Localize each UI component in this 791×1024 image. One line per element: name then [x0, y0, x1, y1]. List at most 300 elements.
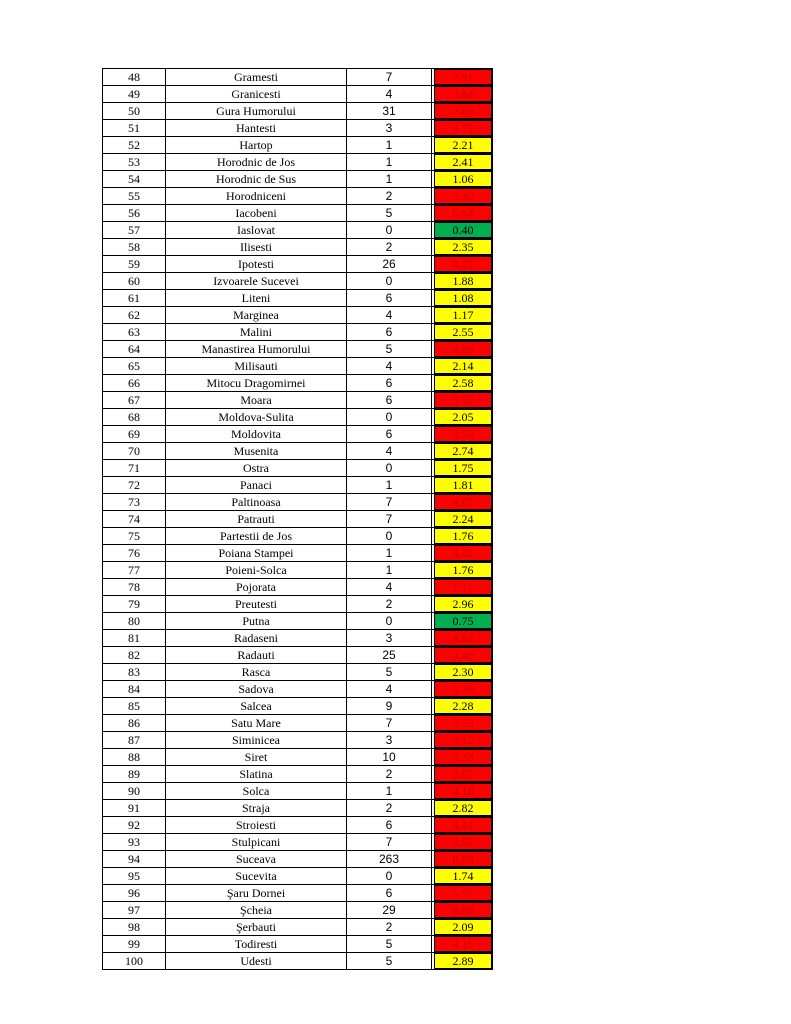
table-row [103, 613, 493, 630]
incidence-rate-cell [432, 273, 493, 290]
row-number-cell: 80 [103, 613, 166, 630]
table-row [103, 188, 493, 205]
row-number-cell: 85 [103, 698, 166, 715]
incidence-rate-value: 3.84 [434, 86, 492, 102]
locality-name-cell: Slatina [166, 766, 347, 783]
row-number-cell: 91 [103, 800, 166, 817]
locality-name-cell: Todiresti [166, 936, 347, 953]
table-row [103, 851, 493, 868]
table-row [103, 817, 493, 834]
table-row [103, 273, 493, 290]
incidence-rate-value: 4.93 [434, 630, 492, 646]
incidence-rate-cell [432, 426, 493, 443]
incidence-rate-cell [432, 732, 493, 749]
incidence-rate-value: 2.74 [434, 443, 492, 459]
locality-name-cell: Marginea [166, 307, 347, 324]
locality-name-cell: Musenita [166, 443, 347, 460]
incidence-rate-cell [432, 817, 493, 834]
incidence-rate-cell [432, 579, 493, 596]
locality-name-cell: Siminicea [166, 732, 347, 749]
case-count-cell: 0 [347, 868, 432, 885]
incidence-rate-cell [432, 902, 493, 919]
incidence-rate-value: 4.07 [434, 494, 492, 510]
incidence-rate-value: 3.67 [434, 834, 492, 850]
locality-name-cell: Manastirea Humorului [166, 341, 347, 358]
incidence-rate-value: 8.09 [434, 851, 492, 867]
incidence-rate-value: 4.12 [434, 732, 492, 748]
case-count-cell: 0 [347, 409, 432, 426]
incidence-rate-cell [432, 69, 493, 86]
incidence-rate-cell [432, 103, 493, 120]
table-row [103, 171, 493, 188]
incidence-rate-cell [432, 885, 493, 902]
table-row [103, 834, 493, 851]
case-count-cell: 2 [347, 596, 432, 613]
table-row [103, 154, 493, 171]
row-number-cell: 60 [103, 273, 166, 290]
table-row [103, 205, 493, 222]
incidence-rate-cell [432, 936, 493, 953]
case-count-cell: 4 [347, 443, 432, 460]
incidence-rate-cell [432, 392, 493, 409]
incidence-rate-cell [432, 443, 493, 460]
table-row [103, 341, 493, 358]
incidence-rate-value: 4.18 [434, 783, 492, 799]
table-row [103, 868, 493, 885]
table-row [103, 511, 493, 528]
case-count-cell: 2 [347, 188, 432, 205]
incidence-rate-cell [432, 460, 493, 477]
case-count-cell: 1 [347, 154, 432, 171]
incidence-rate-cell [432, 239, 493, 256]
incidence-rate-value: 0.40 [434, 222, 492, 238]
incidence-rate-cell [432, 324, 493, 341]
locality-name-cell: Solca [166, 783, 347, 800]
locality-name-cell: Radauti [166, 647, 347, 664]
case-count-cell: 5 [347, 953, 432, 970]
row-number-cell: 100 [103, 953, 166, 970]
incidence-rate-cell [432, 630, 493, 647]
locality-name-cell: Panaci [166, 477, 347, 494]
row-number-cell: 87 [103, 732, 166, 749]
incidence-rate-value: 7.11 [434, 579, 492, 595]
row-number-cell: 89 [103, 766, 166, 783]
table-row [103, 953, 493, 970]
case-count-cell: 5 [347, 341, 432, 358]
incidence-rate-value: 3.40 [434, 188, 492, 204]
locality-name-cell: Horodniceni [166, 188, 347, 205]
table-row [103, 86, 493, 103]
locality-name-cell: Putna [166, 613, 347, 630]
incidence-rate-value: 4.49 [434, 647, 492, 663]
locality-name-cell: Iaslovat [166, 222, 347, 239]
row-number-cell: 53 [103, 154, 166, 171]
incidence-rate-value: 1.76 [434, 562, 492, 578]
locality-name-cell: Sadova [166, 681, 347, 698]
incidence-rate-value: 2.55 [434, 324, 492, 340]
case-count-cell: 7 [347, 511, 432, 528]
case-count-cell: 7 [347, 69, 432, 86]
incidence-rate-cell [432, 953, 493, 970]
incidence-rate-value: 4.15 [434, 936, 492, 952]
row-number-cell: 48 [103, 69, 166, 86]
case-count-cell: 1 [347, 171, 432, 188]
incidence-rate-value: 2.24 [434, 511, 492, 527]
locality-name-cell: Şaru Dornei [166, 885, 347, 902]
row-number-cell: 69 [103, 426, 166, 443]
locality-name-cell: Ilisesti [166, 239, 347, 256]
case-count-cell: 6 [347, 375, 432, 392]
case-count-cell: 7 [347, 834, 432, 851]
case-count-cell: 4 [347, 86, 432, 103]
locality-name-cell: Pojorata [166, 579, 347, 596]
row-number-cell: 75 [103, 528, 166, 545]
locality-name-cell: Stroiesti [166, 817, 347, 834]
case-count-cell: 0 [347, 613, 432, 630]
case-count-cell: 6 [347, 392, 432, 409]
incidence-rate-value: 5.50 [434, 392, 492, 408]
row-number-cell: 77 [103, 562, 166, 579]
row-number-cell: 64 [103, 341, 166, 358]
locality-name-cell: Patrauti [166, 511, 347, 528]
case-count-cell: 1 [347, 545, 432, 562]
locality-name-cell: Partestii de Jos [166, 528, 347, 545]
incidence-rate-value: 2.96 [434, 596, 492, 612]
locality-name-cell: Rasca [166, 664, 347, 681]
incidence-rate-value: 7.60 [434, 103, 492, 119]
incidence-rate-value: 3.67 [434, 766, 492, 782]
case-count-cell: 4 [347, 681, 432, 698]
locality-name-cell: Paltinoasa [166, 494, 347, 511]
table-row [103, 443, 493, 460]
table-row [103, 222, 493, 239]
row-number-cell: 79 [103, 596, 166, 613]
incidence-rate-value: 4.41 [434, 817, 492, 833]
table-row [103, 324, 493, 341]
row-number-cell: 68 [103, 409, 166, 426]
locality-name-cell: Radaseni [166, 630, 347, 647]
locality-table [102, 68, 493, 970]
incidence-rate-cell [432, 715, 493, 732]
table-row [103, 562, 493, 579]
row-number-cell: 97 [103, 902, 166, 919]
row-number-cell: 70 [103, 443, 166, 460]
row-number-cell: 81 [103, 630, 166, 647]
locality-name-cell: Gura Humorului [166, 103, 347, 120]
locality-name-cell: Malini [166, 324, 347, 341]
table-row [103, 630, 493, 647]
incidence-rate-cell [432, 919, 493, 936]
incidence-rate-cell [432, 307, 493, 324]
incidence-rate-cell [432, 120, 493, 137]
table-row [103, 460, 493, 477]
incidence-rate-cell [432, 800, 493, 817]
incidence-rate-cell [432, 766, 493, 783]
case-count-cell: 1 [347, 562, 432, 579]
locality-name-cell: Hantesti [166, 120, 347, 137]
locality-name-cell: Poiana Stampei [166, 545, 347, 562]
locality-name-cell: Horodnic de Sus [166, 171, 347, 188]
incidence-rate-value: 8.08 [434, 902, 492, 918]
row-number-cell: 90 [103, 783, 166, 800]
incidence-rate-value: 1.75 [434, 460, 492, 476]
incidence-rate-cell [432, 358, 493, 375]
row-number-cell: 71 [103, 460, 166, 477]
incidence-rate-cell [432, 783, 493, 800]
incidence-rate-value: 2.58 [434, 375, 492, 391]
table-row [103, 69, 493, 86]
incidence-rate-value: 1.74 [434, 868, 492, 884]
case-count-cell: 10 [347, 749, 432, 766]
incidence-rate-cell [432, 341, 493, 358]
table-row [103, 392, 493, 409]
table-row [103, 375, 493, 392]
incidence-rate-cell [432, 375, 493, 392]
incidence-rate-value: 1.17 [434, 307, 492, 323]
table-row [103, 103, 493, 120]
incidence-rate-cell [432, 749, 493, 766]
row-number-cell: 61 [103, 290, 166, 307]
locality-name-cell: Moara [166, 392, 347, 409]
incidence-rate-value: 2.28 [434, 698, 492, 714]
case-count-cell: 3 [347, 120, 432, 137]
incidence-rate-value: 1.08 [434, 290, 492, 306]
incidence-rate-value: 0.75 [434, 613, 492, 629]
incidence-rate-value: 4.99 [434, 341, 492, 357]
row-number-cell: 83 [103, 664, 166, 681]
case-count-cell: 0 [347, 222, 432, 239]
incidence-rate-cell [432, 596, 493, 613]
row-number-cell: 84 [103, 681, 166, 698]
incidence-rate-cell [432, 562, 493, 579]
incidence-rate-cell [432, 545, 493, 562]
incidence-rate-cell [432, 494, 493, 511]
table-row [103, 307, 493, 324]
row-number-cell: 98 [103, 919, 166, 936]
table-row [103, 545, 493, 562]
table-row [103, 239, 493, 256]
locality-name-cell: Hartop [166, 137, 347, 154]
table-row [103, 596, 493, 613]
row-number-cell: 54 [103, 171, 166, 188]
incidence-rate-value: 4.42 [434, 545, 492, 561]
incidence-rate-value: 5.39 [434, 681, 492, 697]
locality-name-cell: Poieni-Solca [166, 562, 347, 579]
incidence-rate-value: 6.64 [434, 205, 492, 221]
incidence-rate-cell [432, 868, 493, 885]
incidence-rate-value: 2.21 [434, 137, 492, 153]
case-count-cell: 4 [347, 307, 432, 324]
row-number-cell: 74 [103, 511, 166, 528]
row-number-cell: 57 [103, 222, 166, 239]
case-count-cell: 26 [347, 256, 432, 273]
incidence-rate-cell [432, 511, 493, 528]
case-count-cell: 1 [347, 783, 432, 800]
case-count-cell: 0 [347, 273, 432, 290]
table-body [103, 69, 493, 970]
table-row [103, 715, 493, 732]
case-count-cell: 5 [347, 664, 432, 681]
incidence-rate-value: 2.05 [434, 409, 492, 425]
case-count-cell: 31 [347, 103, 432, 120]
case-count-cell: 0 [347, 528, 432, 545]
table-row [103, 256, 493, 273]
row-number-cell: 50 [103, 103, 166, 120]
case-count-cell: 2 [347, 239, 432, 256]
case-count-cell: 263 [347, 851, 432, 868]
locality-name-cell: Sucevita [166, 868, 347, 885]
locality-name-cell: Gramesti [166, 69, 347, 86]
case-count-cell: 1 [347, 477, 432, 494]
locality-name-cell: Liteni [166, 290, 347, 307]
case-count-cell: 29 [347, 902, 432, 919]
table-row [103, 902, 493, 919]
incidence-rate-value: 5.33 [434, 749, 492, 765]
locality-name-cell: Horodnic de Jos [166, 154, 347, 171]
incidence-rate-cell [432, 834, 493, 851]
row-number-cell: 86 [103, 715, 166, 732]
incidence-rate-value: 4.72 [434, 120, 492, 136]
locality-name-cell: Şcheia [166, 902, 347, 919]
case-count-cell: 6 [347, 426, 432, 443]
case-count-cell: 2 [347, 919, 432, 936]
locality-name-cell: Milisauti [166, 358, 347, 375]
row-number-cell: 63 [103, 324, 166, 341]
row-number-cell: 94 [103, 851, 166, 868]
table-row [103, 698, 493, 715]
locality-name-cell: Straja [166, 800, 347, 817]
table-row [103, 919, 493, 936]
locality-name-cell: Şerbauti [166, 919, 347, 936]
row-number-cell: 92 [103, 817, 166, 834]
incidence-rate-value: 1.76 [434, 528, 492, 544]
row-number-cell: 73 [103, 494, 166, 511]
table-row [103, 426, 493, 443]
incidence-rate-cell [432, 681, 493, 698]
row-number-cell: 93 [103, 834, 166, 851]
table-row [103, 290, 493, 307]
incidence-rate-cell [432, 613, 493, 630]
locality-name-cell: Siret [166, 749, 347, 766]
case-count-cell: 4 [347, 358, 432, 375]
incidence-rate-cell [432, 664, 493, 681]
incidence-rate-value: 2.30 [434, 664, 492, 680]
row-number-cell: 88 [103, 749, 166, 766]
row-number-cell: 99 [103, 936, 166, 953]
locality-name-cell: Izvoarele Sucevei [166, 273, 347, 290]
incidence-rate-value: 2.89 [434, 953, 492, 969]
locality-name-cell: Ipotesti [166, 256, 347, 273]
table-row [103, 137, 493, 154]
row-number-cell: 62 [103, 307, 166, 324]
case-count-cell: 6 [347, 290, 432, 307]
incidence-rate-cell [432, 409, 493, 426]
table-row [103, 749, 493, 766]
table-row [103, 528, 493, 545]
locality-name-cell: Stulpicani [166, 834, 347, 851]
case-count-cell: 0 [347, 460, 432, 477]
case-count-cell: 4 [347, 579, 432, 596]
row-number-cell: 96 [103, 885, 166, 902]
incidence-rate-value: 2.41 [434, 154, 492, 170]
table-row [103, 358, 493, 375]
incidence-rate-cell [432, 86, 493, 103]
locality-name-cell: Preutesti [166, 596, 347, 613]
incidence-rate-cell [432, 171, 493, 188]
case-count-cell: 5 [347, 205, 432, 222]
row-number-cell: 72 [103, 477, 166, 494]
case-count-cell: 6 [347, 324, 432, 341]
incidence-rate-value: 5.97 [434, 885, 492, 901]
incidence-rate-cell [432, 698, 493, 715]
case-count-cell: 6 [347, 817, 432, 834]
incidence-rate-value: 1.81 [434, 477, 492, 493]
incidence-rate-value: 7.91 [434, 69, 492, 85]
table-row [103, 800, 493, 817]
table-row [103, 647, 493, 664]
locality-name-cell: Moldovita [166, 426, 347, 443]
row-number-cell: 67 [103, 392, 166, 409]
case-count-cell: 1 [347, 137, 432, 154]
row-number-cell: 52 [103, 137, 166, 154]
row-number-cell: 59 [103, 256, 166, 273]
case-count-cell: 9 [347, 698, 432, 715]
locality-name-cell: Granicesti [166, 86, 347, 103]
case-count-cell: 3 [347, 732, 432, 749]
locality-name-cell: Satu Mare [166, 715, 347, 732]
incidence-rate-value: 2.35 [434, 239, 492, 255]
row-number-cell: 49 [103, 86, 166, 103]
incidence-rate-value: 2.09 [434, 919, 492, 935]
incidence-rate-value: 1.88 [434, 273, 492, 289]
locality-name-cell: Udesti [166, 953, 347, 970]
case-count-cell: 7 [347, 494, 432, 511]
incidence-rate-value: 8.27 [434, 256, 492, 272]
case-count-cell: 3 [347, 630, 432, 647]
incidence-rate-cell [432, 137, 493, 154]
row-number-cell: 76 [103, 545, 166, 562]
table-row [103, 681, 493, 698]
incidence-rate-cell [432, 222, 493, 239]
incidence-rate-value: 2.14 [434, 358, 492, 374]
incidence-rate-value: 2.82 [434, 800, 492, 816]
table-row [103, 664, 493, 681]
case-count-cell: 2 [347, 800, 432, 817]
locality-name-cell: Mitocu Dragomirnei [166, 375, 347, 392]
locality-name-cell: Ostra [166, 460, 347, 477]
table-row [103, 120, 493, 137]
table-row [103, 409, 493, 426]
row-number-cell: 66 [103, 375, 166, 392]
row-number-cell: 82 [103, 647, 166, 664]
case-count-cell: 7 [347, 715, 432, 732]
table-row [103, 766, 493, 783]
table-row [103, 936, 493, 953]
row-number-cell: 51 [103, 120, 166, 137]
table-row [103, 494, 493, 511]
row-number-cell: 55 [103, 188, 166, 205]
incidence-rate-value: 3.53 [434, 715, 492, 731]
row-number-cell: 65 [103, 358, 166, 375]
row-number-cell: 56 [103, 205, 166, 222]
incidence-rate-cell [432, 154, 493, 171]
row-number-cell: 58 [103, 239, 166, 256]
incidence-rate-cell [432, 188, 493, 205]
case-count-cell: 6 [347, 885, 432, 902]
case-count-cell: 5 [347, 936, 432, 953]
incidence-rate-cell [432, 647, 493, 664]
row-number-cell: 95 [103, 868, 166, 885]
